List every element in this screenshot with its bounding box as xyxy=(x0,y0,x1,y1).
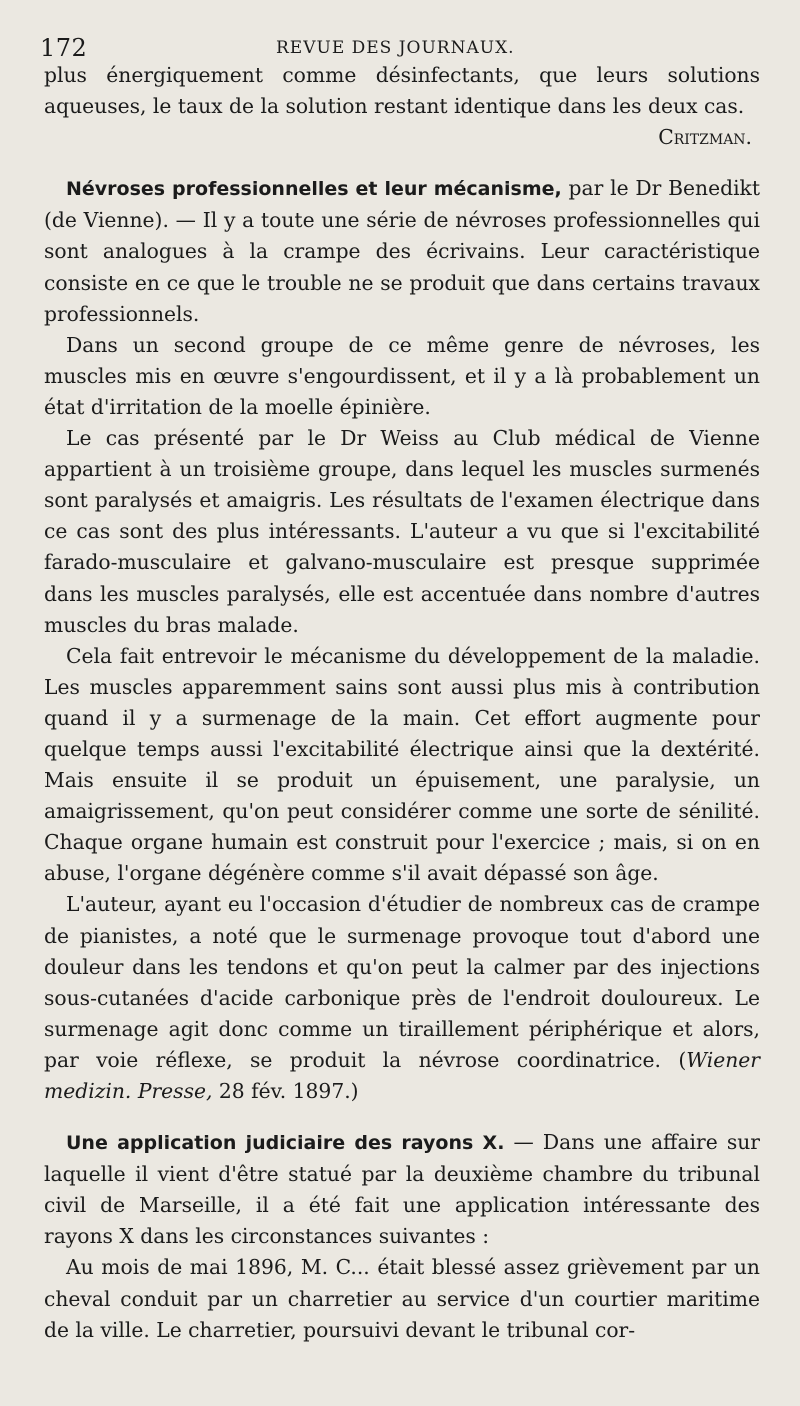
section2-last-paragraph: L'auteur, ayant eu l'occasion d'étudier de nombreux cas de crampe de pianistes, a noté que le surmenage provoque tout d'abord une douleur dans les tendons et qu'on peut la calmer par des injections sous-cutanées d'acide carbonique près de l'endroit douloureux. Le surmenage agit donc comme un tiraillement périphérique et alors, par voie réflexe, se produit la névrose coordinatrice. (Wiener medizin. Presse, 28 fév. 1897.) xyxy=(44,892,760,1103)
citation-source: Wiener medizin. Presse, xyxy=(44,1047,760,1103)
section2-paragraph: Le cas présenté par le Dr Weiss au Club médical de Vienne appartient à un troisième groupe, dans lequel les muscles surmenés sont paralysés et amaigris. Les résultats de l'examen électrique dans ce cas sont des plus intéressants. L'auteur a vu que si l'excitabilité farado-musculaire et galvano-musculaire est presque supprimée dans les muscles paralysés, elle est accentuée dans nombre d'autres muscles du bras malade. xyxy=(44,426,760,637)
section3-heading: Une application judiciaire des rayons X. xyxy=(66,1132,505,1155)
section3-intro: — Dans une affaire sur laquelle il vient d'être statué par la deuxième chambre du tribunal civil de Marseille, il a été fait une application intéressante des rayons X dans les circonstances suivantes : xyxy=(44,1130,760,1249)
page-number: 172 xyxy=(40,34,88,62)
section2-paragraph: Dans un second groupe de ce même genre de névroses, les muscles mis en œuvre s'engourdissent, et il y a là probablement un état d'irritation de la moelle épinière. xyxy=(44,332,760,419)
section3-paragraph: Au mois de mai 1896, M. C... était blessé assez grièvement par un cheval conduit par un charretier au service d'un courtier maritime de la ville. Le charretier, poursuivi devant le tribunal cor- xyxy=(44,1255,760,1342)
running-title: REVUE DES JOURNAUX. xyxy=(276,38,515,58)
section3-intro-paragraph xyxy=(44,1127,760,1252)
citation-date: 28 fév. 1897.) xyxy=(218,1079,359,1103)
section1-continuation: plus énergiquement comme désinfectants, que leurs solutions aqueuses, le taux de la solution restant identique dans les deux cas. xyxy=(44,63,760,119)
section2-intro: par le Dr Benedikt (de Vienne). — Il y a toute une série de névroses professionnelles qui sont analogues à la crampe des écrivains. Leur caractéristique consiste en ce que le trouble ne se produit que dans certains travaux professionnels. xyxy=(44,176,760,326)
section2-heading: Névroses professionnelles et leur mécanisme, xyxy=(66,178,562,201)
section1-signature: Critzman. xyxy=(658,125,752,150)
section2-paragraph: Cela fait entrevoir le mécanisme du développement de la maladie. Les muscles apparemment sains sont aussi plus mis à contribution quand il y a surmenage de la main. Cet effort augmente pour quelque temps aussi l'excitabilité électrique ainsi que la dextérité. Mais ensuite il se produit un épuisement, une paralysie, un amaigrissement, qu'on peut considérer comme une sorte de sénilité. Chaque organe humain est construit pour l'exercice ; mais, si on en abuse, l'organe dégénère comme s'il avait dépassé son âge. xyxy=(44,643,760,886)
section2-intro-paragraph xyxy=(44,173,760,329)
article-body xyxy=(44,60,760,1346)
page-header xyxy=(40,30,760,62)
